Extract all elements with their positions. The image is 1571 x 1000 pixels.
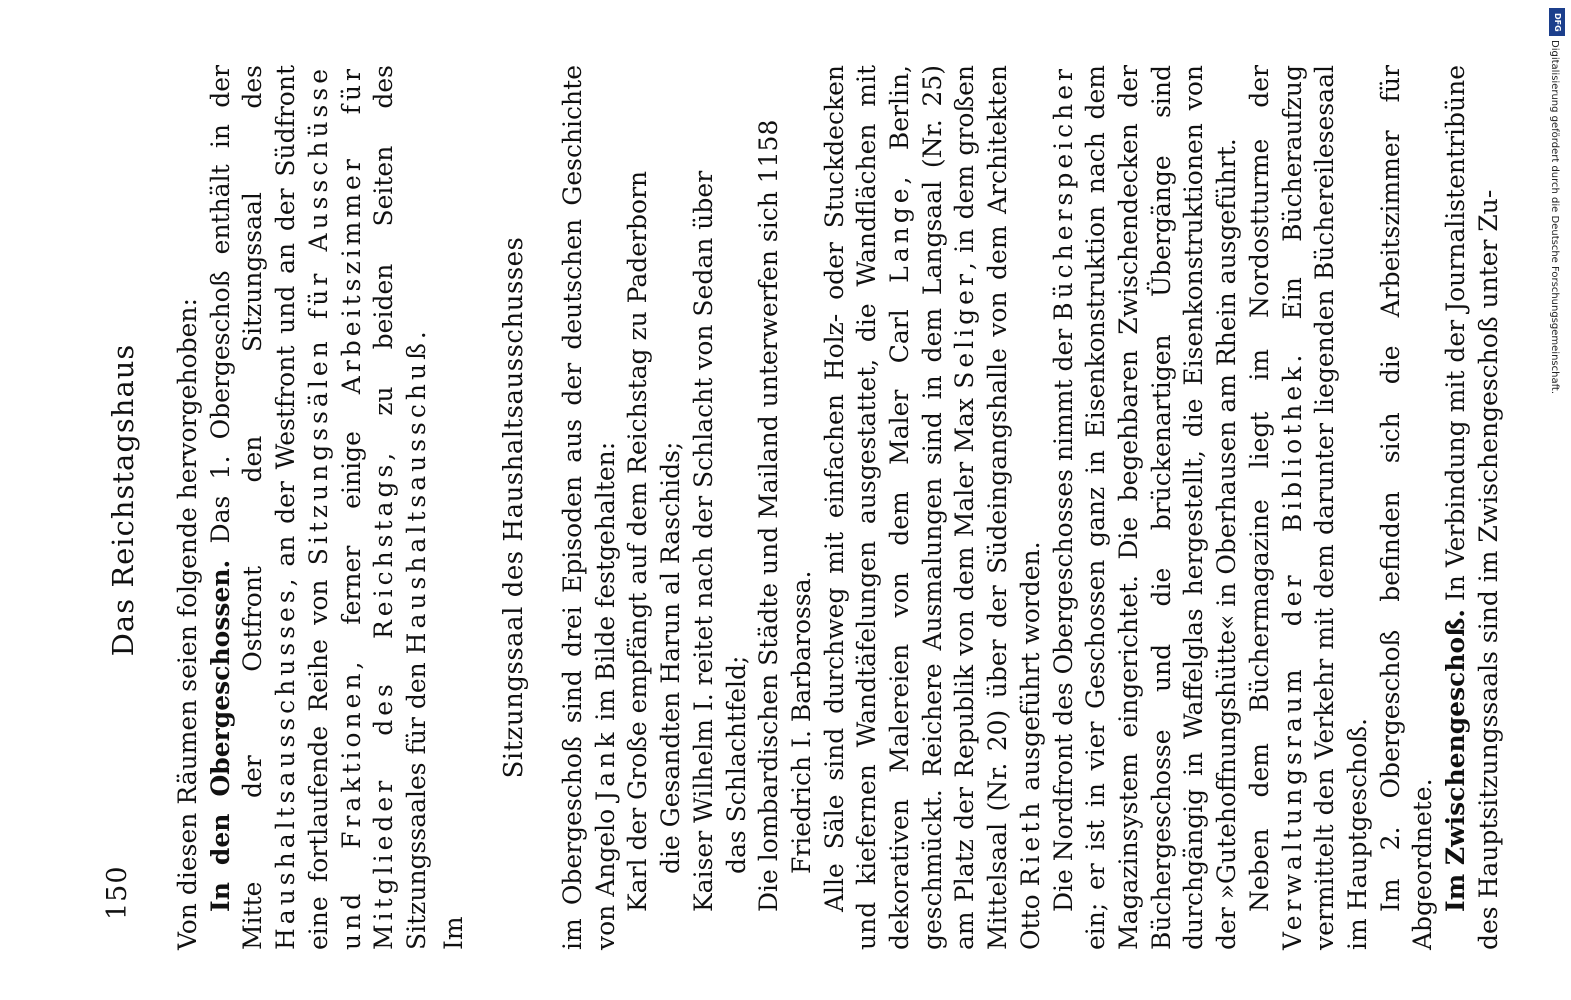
im-word: Im — [438, 916, 468, 950]
list-item — [688, 65, 753, 950]
list-item — [622, 65, 687, 950]
episodes-intro — [557, 65, 622, 950]
text-segment: , zu beiden Seiten des Sitzungssaales für den — [369, 64, 431, 950]
spaced-term: Sitzungssälen für Ausschüsse und Fraktionen — [303, 65, 366, 950]
lead-obergeschoss: In den Obergeschossen. — [205, 559, 235, 912]
spaced-term: Seliger — [950, 270, 980, 389]
episode-continuation: das Schlachtfeld; — [721, 655, 751, 874]
text-segment: In Verbindung mit der Journalistentribüne des Hauptsitzungssaals sind im Zwischengeschoß unter Zu- — [1441, 65, 1503, 950]
text-segment: ein; er ist in vier Geschossen ganz in Eisenkonstruktion nach dem Magazinsystem eingerichtet. Die begehbaren Zwischendecken der Büchergeschosse und die brückenartigen Übergänge sind durchgängig in Waffelglas hergestellt, die Eisenkonstruktionen von der »Gutehoffnungshütte« in Oberhausen am Rhein ausgeführt. — [1081, 65, 1242, 950]
text-segment: im Obergeschoß sind drei Episoden aus der deutschen Geschichte von Angelo — [558, 65, 620, 950]
credit-text: Digitalisierung gefördert durch die Deutsche Forschungsgemeinschaft. — [1549, 40, 1560, 395]
spaced-term: Haushaltsausschusses — [271, 586, 301, 950]
text-segment: Alle Säle sind durchweg mit einfachen Holz- oder Stuckdecken und kiefernen Wandtäfelungen ausgestattet, die Wandflächen mit dekorativen Malereien von dem Maler Carl — [819, 65, 915, 950]
spaced-term: Verwaltungsraum der Bibliothek — [1277, 362, 1307, 950]
paragraph-obergeschoss-2: Im 2. Obergeschoß befinden sich die Arbeitszimmer für Abgeordnete. — [1375, 65, 1438, 950]
text-segment: Neben dem Büchermagazine liegt im Nordostturme der — [1244, 65, 1274, 912]
text-segment: . — [401, 331, 431, 340]
episode-line: Karl der Große empfängt auf dem Reichstag zu Paderborn — [623, 170, 653, 912]
dfg-credit — [1549, 8, 1565, 408]
text-segment: . Ein Bücheraufzug vermittelt den Verkehr mit dem darunter liegenden Büchereilesesaal im Hauptgeschoß. — [1277, 65, 1372, 950]
paragraph-zwischengeschoss — [1440, 65, 1505, 950]
page-number: 150 — [102, 865, 133, 920]
episode-continuation: Friedrich I. Barbarossa. — [786, 570, 816, 874]
list-item — [753, 65, 818, 950]
text-segment: , an der Westfront und an der Südfront eine fortlaufende Reihe von — [271, 65, 333, 950]
paragraph-saele — [819, 65, 1048, 950]
spaced-term: Lange — [885, 184, 915, 283]
spaced-term: Rieth — [1015, 798, 1045, 887]
spaced-term: Bücherspeicher — [1048, 65, 1078, 321]
episode-continuation: die Gesandten Harun al Raschids; — [656, 441, 686, 874]
text-segment: , Berlin, geschmückt. Reichere Ausmalungen sind in dem Langsaal (Nr. 25) am Platz der Republik von dem Maler Max — [885, 65, 980, 950]
text-segment: Die Nordfront des Obergeschosses nimmt der — [1048, 320, 1078, 912]
paragraph-nordfront — [1048, 65, 1244, 950]
paragraph-obergeschoss — [205, 65, 434, 950]
spaced-term: Jank — [590, 728, 620, 801]
spaced-term: Haushaltsausschuß — [401, 339, 431, 655]
running-title: Das Reichstagshaus — [106, 343, 140, 657]
intro-paragraph: Von diesen Räumen seien folgende hervorgehoben: — [173, 298, 202, 950]
dfg-logo-icon: DFG — [1549, 8, 1565, 36]
section-heading: Sitzungssaal des Haushaltsausschusses — [499, 236, 530, 779]
episodes-list — [622, 65, 818, 950]
spaced-term: Arbeitszimmer für Mitglieder des Reichstags — [336, 65, 399, 950]
paragraph-buechermagazine — [1244, 65, 1375, 950]
text-segment: , in dem großen Mittelsaal (Nr. 20) über der Südeingangshalle von dem Architekten Otto — [950, 65, 1045, 950]
episode-line: Die lombardischen Städte und Mailand unterwerfen sich 1158 — [754, 119, 784, 912]
text-segment: , ferner einige — [336, 394, 366, 670]
page-body — [172, 65, 1505, 950]
text-segment: im Bilde festgehalten: — [590, 441, 620, 729]
lead-zwischengeschoss: Im Zwischengeschoß. — [1441, 609, 1471, 912]
text-segment: Das 1. Obergeschoß enthält in der Mitte der Ostfront den Sitzungssaal des — [205, 65, 268, 950]
episode-line: Kaiser Wilhelm I. reitet nach der Schlacht von Sedan über — [688, 170, 718, 912]
text-segment: ausgeführt worden. — [1015, 541, 1045, 799]
